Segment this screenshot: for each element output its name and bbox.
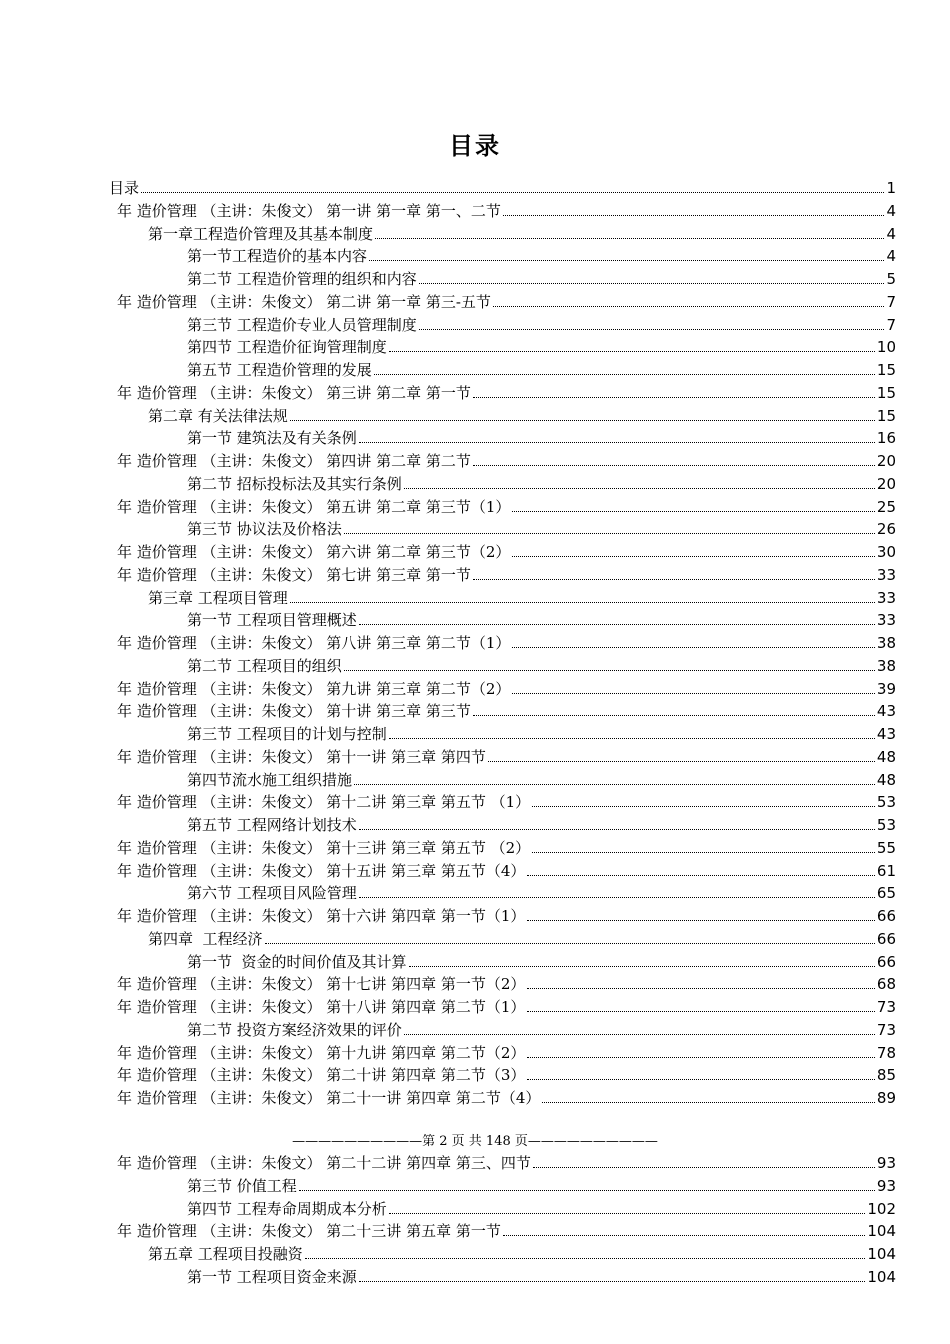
toc-entry[interactable] [117, 1151, 896, 1173]
toc-page-number: 10 [876, 338, 896, 357]
toc-entry[interactable] [117, 699, 896, 721]
toc-page-number: 104 [867, 1267, 896, 1286]
toc-page-number: 25 [876, 497, 896, 516]
toc-entry-title: 第一节 工程项目管理概述 [187, 611, 357, 630]
toc-entry-title: 年 造价管理 （主讲：朱俊文） 第二十一讲 第四章 第二节（4） [117, 1089, 541, 1107]
toc-page-number: 48 [876, 770, 896, 789]
toc-entry[interactable] [187, 881, 896, 903]
toc-page-number: 65 [876, 884, 896, 903]
toc-entry[interactable] [117, 540, 896, 562]
toc-page-number: 1 [886, 179, 896, 197]
toc-entry[interactable] [187, 722, 896, 744]
toc-page-number: 68 [876, 975, 896, 994]
toc-entry-title: 年 造价管理 （主讲：朱俊文） 第十讲 第三章 第三节 [117, 702, 471, 721]
dot-leader [265, 943, 875, 944]
toc-entry[interactable] [148, 222, 896, 244]
dot-leader [527, 1011, 875, 1012]
toc-entry[interactable] [187, 244, 896, 266]
dot-leader [527, 1057, 875, 1058]
toc-page-number: 30 [876, 543, 896, 561]
toc-entry[interactable] [187, 313, 896, 335]
toc-page-number: 4 [886, 224, 896, 243]
toc-entry-title: 第五章 工程项目投融资 [148, 1245, 303, 1263]
toc-page-number: 73 [876, 1020, 896, 1039]
toc-entry[interactable] [117, 563, 896, 585]
toc-page-number: 38 [876, 656, 896, 675]
toc-entry-title: 第四章 工程经济 [148, 929, 263, 948]
toc-page-number: 89 [876, 1089, 896, 1107]
dot-leader [488, 761, 875, 762]
toc-entry-title: 年 造价管理 （主讲：朱俊文） 第十九讲 第四章 第二节（2） [117, 1043, 526, 1062]
dot-leader [512, 647, 875, 648]
dot-leader [473, 397, 875, 398]
dot-leader [542, 1102, 875, 1103]
toc-page-number: 93 [876, 1154, 896, 1172]
toc-entry[interactable] [117, 495, 896, 517]
dot-leader [374, 374, 875, 375]
toc-entry-title: 年 造价管理 （主讲：朱俊文） 第十一讲 第三章 第四节 [117, 747, 486, 766]
toc-page-number: 38 [876, 634, 896, 652]
toc-entry[interactable] [187, 472, 896, 494]
toc-page-number: 61 [876, 861, 896, 880]
toc-page-number: 7 [886, 315, 896, 334]
dot-leader [344, 670, 875, 671]
toc-page-number: 15 [876, 361, 896, 379]
dot-leader [290, 602, 875, 603]
toc-page-number: 33 [876, 611, 896, 630]
toc-entry[interactable] [117, 631, 896, 653]
toc-entry-title: 年 造价管理 （主讲：朱俊文） 第二讲 第一章 第三-五节 [117, 292, 491, 311]
dot-leader [419, 283, 885, 284]
toc-page-number: 39 [876, 679, 896, 698]
toc-entry-title: 第六节 工程项目风险管理 [187, 884, 357, 903]
toc-entry-title: 第五节 工程造价管理的发展 [187, 361, 372, 379]
dot-leader [299, 1190, 875, 1191]
toc-entry[interactable] [117, 790, 896, 812]
toc-entry-title: 第一节 工程项目资金来源 [187, 1267, 357, 1286]
dot-leader [527, 875, 875, 876]
toc-entry-title: 年 造价管理 （主讲：朱俊文） 第二十二讲 第四章 第三、四节 [117, 1154, 531, 1172]
toc-entry-title: 年 造价管理 （主讲：朱俊文） 第十二讲 第三章 第五节 （1） [117, 793, 531, 812]
toc-entry[interactable] [117, 290, 896, 312]
toc-page-number: 20 [876, 452, 896, 470]
toc-entry-title: 年 造价管理 （主讲：朱俊文） 第二十讲 第四章 第二节（3） [117, 1066, 526, 1085]
toc-entry[interactable] [187, 358, 896, 380]
dot-leader [389, 351, 875, 352]
dot-leader [354, 784, 875, 785]
toc-entry[interactable] [117, 199, 896, 221]
dot-leader [404, 488, 875, 489]
toc-entry[interactable] [117, 972, 896, 994]
toc-entry-title: 第二节 招标投标法及其实行条例 [187, 474, 402, 493]
toc-entry[interactable] [117, 745, 896, 767]
toc-entry-title: 第三节 工程项目的计划与控制 [187, 725, 387, 743]
toc-entry[interactable] [187, 517, 896, 539]
toc-entry-title: 年 造价管理 （主讲：朱俊文） 第十五讲 第三章 第五节（4） [117, 861, 526, 880]
toc-entry-title: 年 造价管理 （主讲：朱俊文） 第九讲 第三章 第二节（2） [117, 679, 511, 698]
toc-page-number: 15 [876, 406, 896, 425]
dot-leader [512, 511, 875, 512]
toc-entry-title: 第三章 工程项目管理 [148, 588, 288, 607]
toc-entry[interactable] [117, 677, 896, 699]
toc-entry-title: 第二节 工程造价管理的组织和内容 [187, 270, 417, 288]
dot-leader [532, 852, 875, 853]
dot-leader [532, 806, 875, 807]
toc-entry[interactable] [109, 176, 896, 198]
toc-entry-title: 第三节 协议法及价格法 [187, 520, 342, 539]
dot-leader [503, 215, 885, 216]
toc-page-number: 15 [876, 383, 896, 402]
toc-entry-title: 年 造价管理 （主讲：朱俊文） 第十八讲 第四章 第二节（1） [117, 998, 526, 1016]
toc-entry-title: 年 造价管理 （主讲：朱俊文） 第三讲 第二章 第一节 [117, 383, 471, 402]
toc-entry-title: 第三节 工程造价专业人员管理制度 [187, 315, 417, 334]
dot-leader [305, 1258, 866, 1259]
dot-leader [359, 829, 875, 830]
dot-leader [141, 192, 884, 193]
toc-entry-title: 年 造价管理 （主讲：朱俊文） 第六讲 第二章 第三节（2） [117, 543, 511, 561]
toc-entry[interactable] [187, 950, 896, 972]
toc-entry[interactable] [117, 836, 896, 858]
toc-page-number: 53 [876, 816, 896, 834]
toc-entry[interactable] [117, 995, 896, 1017]
toc-entry[interactable] [187, 1174, 896, 1196]
toc-entry[interactable] [187, 267, 896, 289]
toc-entry-title: 第一节 建筑法及有关条例 [187, 429, 357, 448]
dot-leader [503, 1235, 866, 1236]
dot-leader [389, 738, 875, 739]
toc-entry-title: 第五节 工程网络计划技术 [187, 816, 357, 834]
dot-leader [359, 442, 875, 443]
page-footer: ——————————第 2 页 共 148 页—————————— [292, 1134, 658, 1149]
toc-entry[interactable] [117, 449, 896, 471]
toc-entry-title: 第二章 有关法律法规 [148, 406, 288, 425]
toc-entry-title: 年 造价管理 （主讲：朱俊文） 第八讲 第三章 第二节（1） [117, 634, 511, 652]
toc-page-number: 43 [876, 702, 896, 721]
toc-entry[interactable] [117, 1219, 896, 1241]
toc-entry-title: 年 造价管理 （主讲：朱俊文） 第五讲 第二章 第三节（1） [117, 497, 511, 516]
dot-leader [359, 624, 875, 625]
toc-entry[interactable] [117, 1063, 896, 1085]
toc-entry-title: 年 造价管理 （主讲：朱俊文） 第十七讲 第四章 第一节（2） [117, 975, 526, 994]
document-title: 目录 [449, 131, 501, 160]
dot-leader [473, 715, 875, 716]
toc-page-number: 48 [876, 747, 896, 766]
toc-page-number: 4 [886, 201, 896, 220]
dot-leader [344, 533, 875, 534]
dot-leader [512, 693, 875, 694]
toc-page-number: 78 [876, 1043, 896, 1062]
toc-entry-title: 第四节 工程造价征询管理制度 [187, 338, 387, 357]
dot-leader [409, 966, 875, 967]
toc-page-number: 85 [876, 1066, 896, 1085]
toc-entry-title: 年 造价管理 （主讲：朱俊文） 第四讲 第二章 第二节 [117, 452, 471, 470]
dot-leader [375, 238, 884, 239]
toc-page-number: 5 [886, 270, 896, 288]
toc-page-number: 66 [876, 907, 896, 925]
toc-page-number: 7 [886, 292, 896, 311]
dot-leader [419, 329, 885, 330]
toc-page-number: 26 [876, 520, 896, 539]
toc-entry[interactable] [148, 927, 896, 949]
dot-leader [473, 579, 875, 580]
toc-entry-title: 第一节工程造价的基本内容 [187, 247, 368, 266]
toc-entry[interactable] [148, 1242, 896, 1264]
toc-entry[interactable] [187, 1265, 896, 1287]
toc-entry[interactable] [187, 768, 896, 790]
toc-page-number: 43 [876, 725, 896, 743]
toc-entry-title: 年 造价管理 （主讲：朱俊文） 第十三讲 第三章 第五节 （2） [117, 838, 531, 857]
toc-entry[interactable] [148, 404, 896, 426]
toc-entry-title: 年 造价管理 （主讲：朱俊文） 第七讲 第三章 第一节 [117, 565, 471, 584]
toc-entry[interactable] [117, 904, 896, 926]
toc-entry[interactable] [187, 654, 896, 676]
toc-page-number: 16 [876, 429, 896, 448]
toc-page-number: 20 [876, 474, 896, 493]
toc-entry[interactable] [148, 586, 896, 608]
toc-entry-title: 年 造价管理 （主讲：朱俊文） 第二十三讲 第五章 第一节 [117, 1222, 501, 1241]
dot-leader [493, 306, 885, 307]
toc-entry[interactable] [187, 813, 896, 835]
dot-leader [527, 1079, 875, 1080]
toc-entry[interactable] [187, 335, 896, 357]
toc-entry[interactable] [187, 426, 896, 448]
toc-page-number: 73 [876, 998, 896, 1016]
toc-page-number: 66 [876, 952, 896, 971]
toc-entry-title: 第二节 工程项目的组织 [187, 656, 342, 675]
toc-entry[interactable] [187, 1197, 896, 1219]
toc-entry-title: 第二节 投资方案经济效果的评价 [187, 1020, 402, 1039]
toc-page-number: 33 [876, 565, 896, 584]
dot-leader [404, 1034, 875, 1035]
toc-page-number: 66 [876, 929, 896, 948]
toc-page-number: 53 [876, 793, 896, 812]
dot-leader [533, 1167, 875, 1168]
toc-entry[interactable] [187, 608, 896, 630]
toc-page-number: 4 [886, 247, 896, 266]
dot-leader [527, 920, 875, 921]
toc-entry-title: 第三节 价值工程 [187, 1176, 297, 1195]
dot-leader [473, 465, 875, 466]
toc-entry[interactable] [117, 381, 896, 403]
dot-leader [369, 260, 884, 261]
toc-page-number: 104 [867, 1222, 896, 1241]
toc-page-number: 102 [867, 1199, 896, 1218]
toc-entry-title: 年 造价管理 （主讲：朱俊文） 第十六讲 第四章 第一节（1） [117, 907, 526, 925]
toc-entry[interactable] [117, 1086, 896, 1108]
toc-page-number: 55 [876, 838, 896, 857]
toc-entry-title: 目录 [109, 179, 140, 197]
dot-leader [389, 1213, 866, 1214]
dot-leader [290, 420, 875, 421]
dot-leader [527, 988, 875, 989]
toc-entry-title: 第四节 工程寿命周期成本分析 [187, 1199, 387, 1218]
toc-page-number: 93 [876, 1176, 896, 1195]
toc-entry[interactable] [117, 1041, 896, 1063]
toc-entry-title: 第一章工程造价管理及其基本制度 [148, 224, 374, 243]
toc-entry[interactable] [117, 859, 896, 881]
toc-entry-title: 第四节流水施工组织措施 [187, 770, 353, 789]
toc-entry[interactable] [187, 1018, 896, 1040]
dot-leader [359, 1281, 866, 1282]
toc-entry-title: 第一节 资金的时间价值及其计算 [187, 952, 407, 971]
dot-leader [512, 556, 875, 557]
dot-leader [359, 897, 875, 898]
toc-page-number: 104 [867, 1245, 896, 1263]
toc-page-number: 33 [876, 588, 896, 607]
toc-entry-title: 年 造价管理 （主讲：朱俊文） 第一讲 第一章 第一、二节 [117, 201, 501, 220]
